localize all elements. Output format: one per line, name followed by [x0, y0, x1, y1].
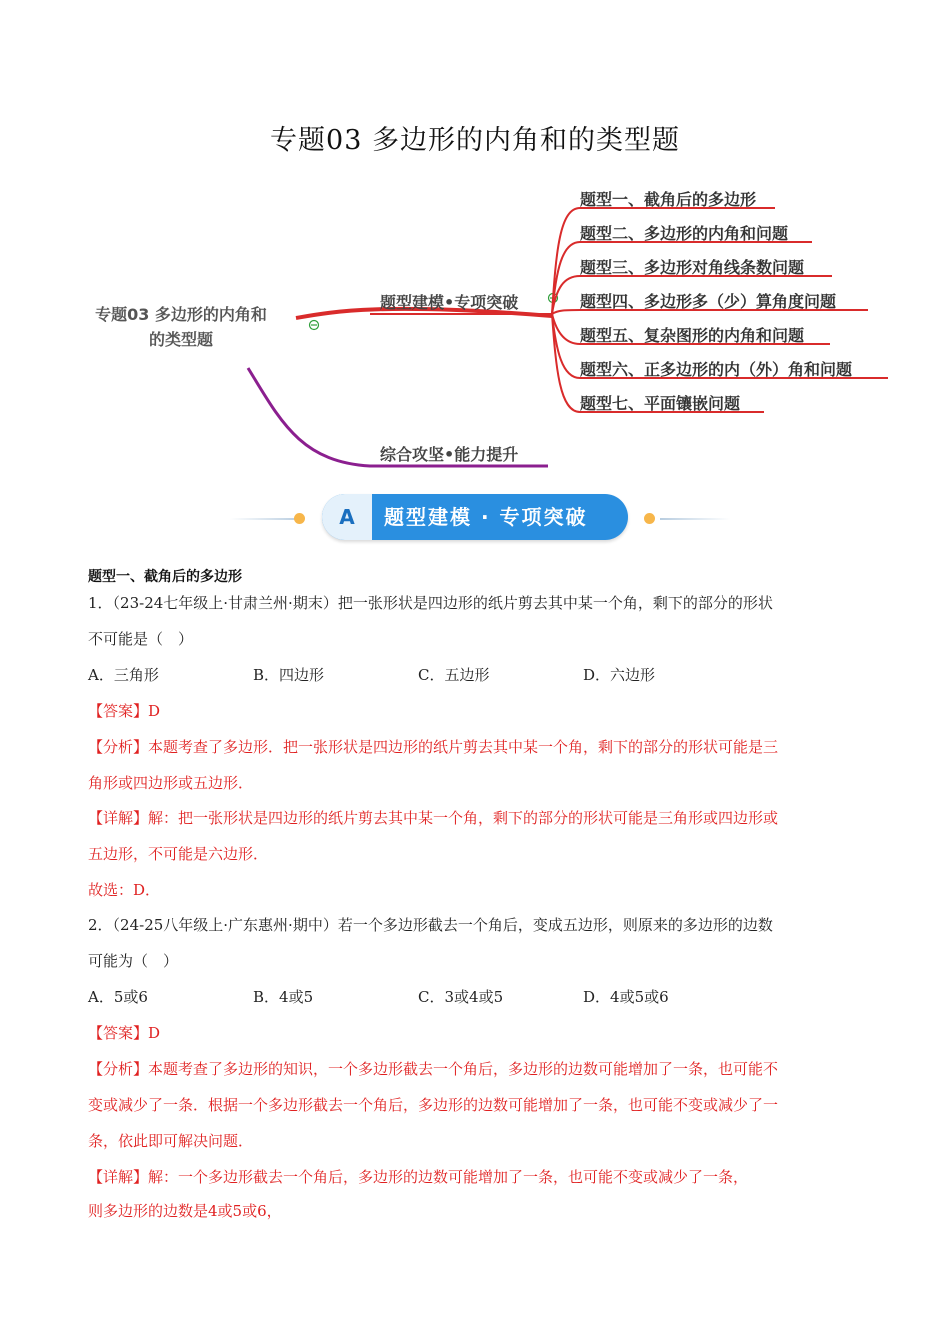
q2-analysis-line1: 【分析】本题考查了多边形的知识，一个多边形截去一个角后，多边形的边数可能增加了一条，也可能不	[88, 1060, 779, 1078]
q1-detail-line1: 【详解】解：把一张形状是四边形的纸片剪去其中某一个角，剩下的部分的形状可能是三角形或四边形或	[88, 809, 779, 827]
q1-analysis-line1: 【分析】本题考查了多边形．把一张形状是四边形的纸片剪去其中某一个角，剩下的部分的形状可能是三	[88, 738, 779, 756]
banner-dot-left	[294, 513, 305, 524]
q2-option-d: D．4或5或6	[583, 988, 669, 1006]
banner-text: 题型建模 · 专项突破	[384, 505, 588, 529]
q1-stem-line1: 1．（23-24七年级上·甘肃兰州·期末）把一张形状是四边形的纸片剪去其中某一个角，剩下的部分的形状	[88, 594, 773, 612]
q2-analysis-line2: 变或减少了一条．根据一个多边形截去一个角后，多边形的边数可能增加了一条，也可能不变或减少了一	[88, 1096, 779, 1114]
mindmap-leaf: 题型三、多边形对角线条数问题	[580, 258, 805, 277]
q2-option-b: B．4或5	[253, 988, 314, 1006]
q2-option-a: A．5或6	[88, 988, 148, 1006]
q2-analysis-line3: 条，依此即可解决问题．	[88, 1132, 254, 1150]
mindmap-leaf: 题型六、正多边形的内（外）角和问题	[580, 360, 853, 379]
banner-dot-right	[644, 513, 655, 524]
q1-option-a: A．三角形	[88, 666, 159, 684]
mindmap-leaf: 题型一、截角后的多边形	[580, 190, 757, 209]
q2-option-c: C．3或4或5	[418, 988, 504, 1006]
q1-answer: 【答案】D	[88, 702, 161, 720]
section-heading: 题型一、截角后的多边形	[88, 569, 242, 585]
q1-option-c: C．五边形	[418, 666, 490, 684]
q1-option-d: D．六边形	[583, 666, 656, 684]
mindmap-leaf: 题型二、多边形的内角和问题	[580, 224, 789, 243]
mindmap-leaf: 题型四、多边形多（少）算角度问题	[580, 292, 837, 311]
q2-answer: 【答案】D	[88, 1024, 161, 1042]
mindmap-leaf: 题型七、平面镶嵌问题	[580, 394, 741, 413]
q1-stem-line2: 不可能是（ ）	[88, 630, 194, 648]
q2-stem-line1: 2．（24-25八年级上·广东惠州·期中）若一个多边形截去一个角后，变成五边形，则原来的多边形的边数	[88, 916, 773, 934]
mindmap-root-line2: 的类型题	[148, 330, 213, 349]
q2-detail-line2: 则多边形的边数是4或5或6，	[88, 1202, 282, 1220]
mindmap-root	[76, 302, 286, 352]
section-banner	[210, 494, 740, 542]
banner-letter: A	[322, 494, 372, 540]
banner-pill	[322, 494, 628, 540]
page-title: 专题03 多边形的内角和的类型题	[270, 125, 680, 156]
q2-detail-line1: 【详解】解：一个多边形截去一个角后，多边形的边数可能增加了一条，也可能不变或减少了一条，	[88, 1168, 749, 1186]
q1-option-b: B．四边形	[253, 666, 325, 684]
mindmap-leaf: 题型五、复杂图形的内角和问题	[580, 326, 805, 345]
mindmap-root-line1: 专题03 多边形的内角和	[95, 305, 267, 324]
q1-analysis-line2: 角形或四边形或五边形．	[88, 774, 254, 792]
q2-stem-line2: 可能为（ ）	[88, 952, 179, 970]
q1-detail-line2: 五边形，不可能是六边形．	[88, 845, 269, 863]
mindmap-branch2: 综合攻坚•能力提升	[380, 445, 519, 464]
mindmap-branch1: 题型建模•专项突破	[380, 293, 519, 312]
q1-conclusion: 故选：D．	[88, 881, 161, 899]
